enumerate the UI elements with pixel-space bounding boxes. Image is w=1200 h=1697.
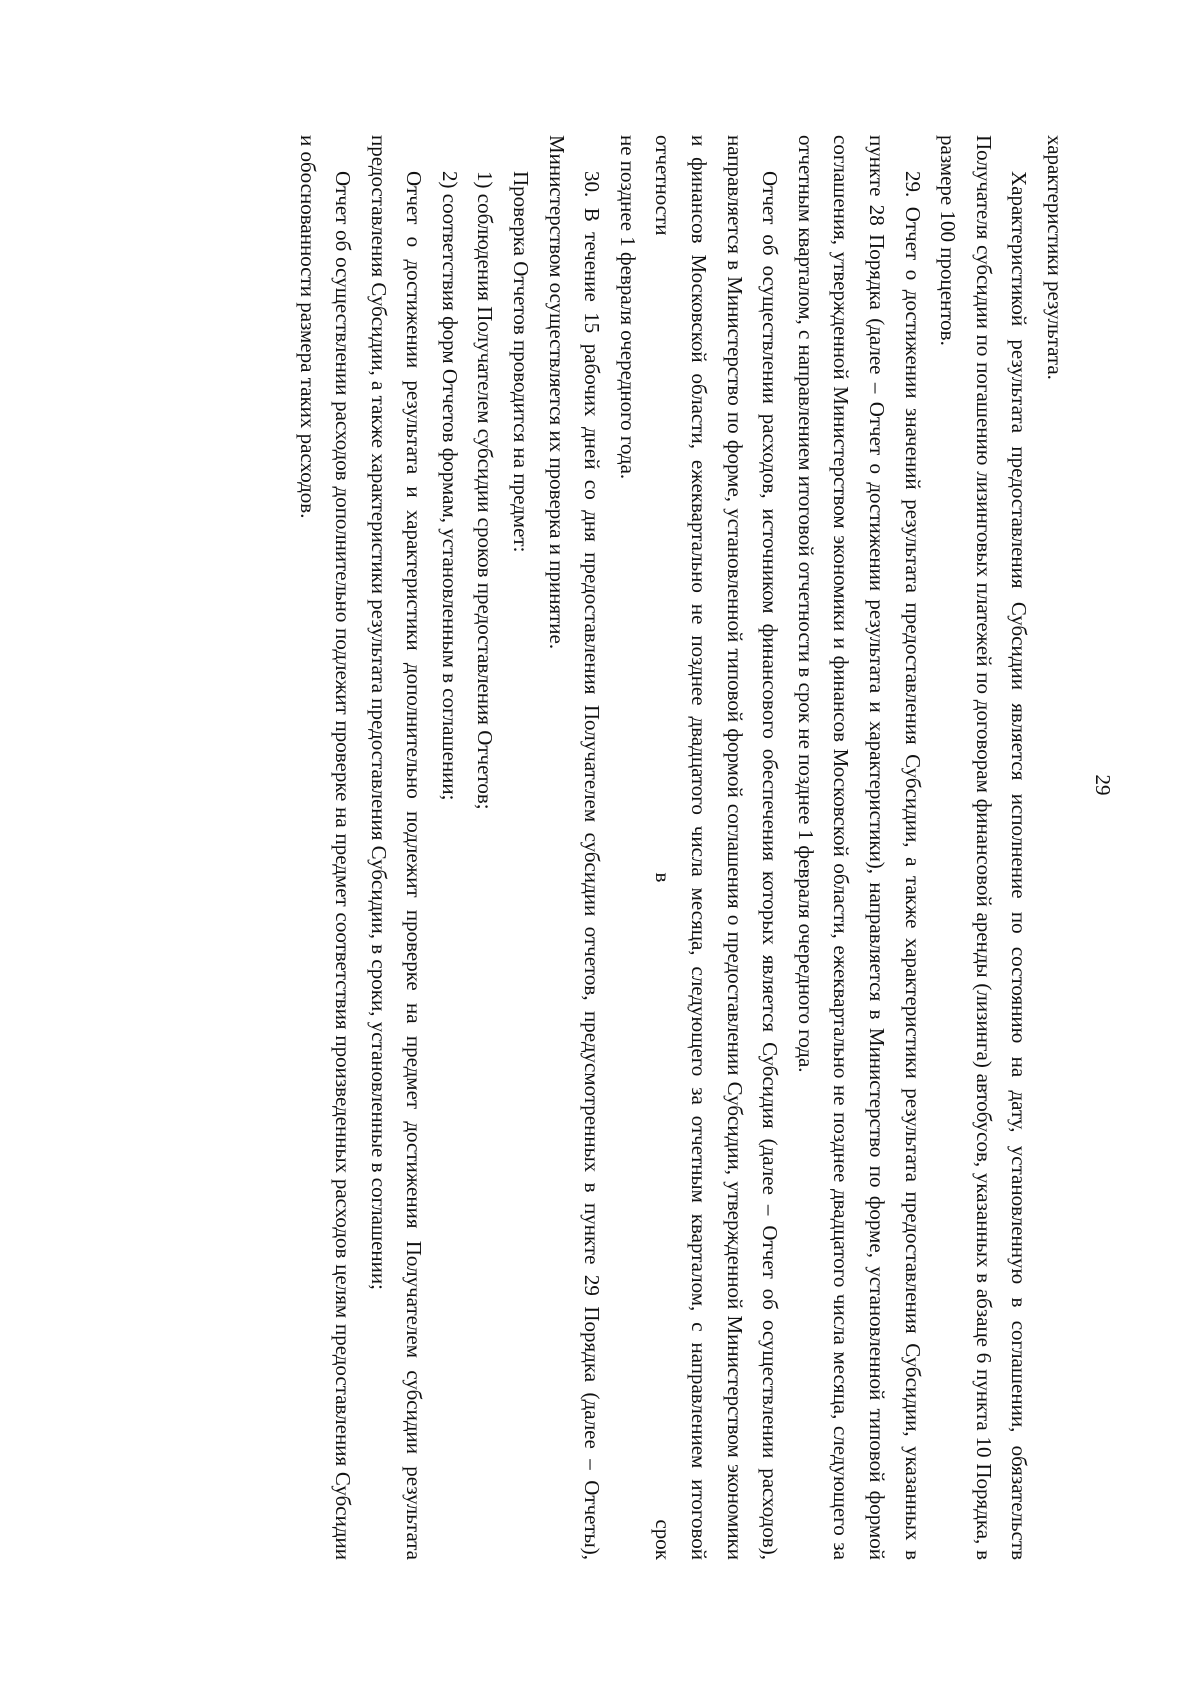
paragraph-result-characteristic: Характеристикой результата предоставления Субсидии является исполнение по состоянию на дату, установленную в соглашении, обязательств Получателя субсидии по погашению лизинговых платежей по договорам финансовой аренды (лизинга) автобусов, указанных в абзаце 6 пункта 10 Порядка, в размере 100 процентов. (936, 135, 1032, 1560)
rotated-content (160, 95, 1120, 1605)
paragraph-expense-report-check: Отчет об осуществлении расходов дополнительно подлежит проверке на предмет соответствия произведенных расходов целям предоставления Субсидии и обоснованности размера таких расходов. (295, 135, 356, 1560)
paragraph-check-subject: Проверка Отчетов проводится на предмет: (509, 171, 534, 553)
paragraph-clause-30: 30. В течение 15 рабочих дней со дня предоставления Получателем субсидии отчетов, предусмотренных в пункте 29 Порядка (далее – Отчеты), Министерством осуществляется их проверка и принятие. (544, 135, 605, 1560)
document-body (289, 95, 1072, 1560)
page-number: 29 (1091, 774, 1115, 796)
paragraph-result-characteristics-tail: характеристики результата. (1043, 135, 1067, 380)
paragraph-result-report-check: Отчет о достижении результата и характеристики дополнительно подлежит проверке на предмет достижения Получателем субсидии результата предоставления Субсидии, а также характеристики результата предоставления Субсидии, в сроки, установленные в соглашении; (366, 135, 427, 1560)
paragraph-expense-report-deadline: не позднее 1 февраля очередного года. (615, 135, 640, 480)
paragraph-expense-report: Отчет об осуществлении расходов, источником финансового обеспечения которых является Субсидия (далее – Отчет об осуществлении расходов), направляется в Министерство по форме, установленной типовой формой соглашения о предоставлении Субсидии, утвержденной Министерством экономики и финансов Московской области, ежеквартально не позднее двадцатого числа месяца, следующего за отчетным кварталом, с направлением итоговой отчетности в срок (651, 135, 783, 1560)
paragraph-clause-29: 29. Отчет о достижении значений результата предоставления Субсидии, а также характеристики результата предоставления Субсидии, указанных в пункте 28 Порядка (далее – Отчет о достижении результата и характеристики), направляется в Министерство по форме, установленной типовой формой соглашения, утвержденной Министерством экономики и финансов Московской области, ежеквартально не позднее двадцатого числа месяца, следующего за отчетным кварталом, с направлением итоговой отчетности в срок не позднее 1 февраля очередного года. (793, 135, 925, 1560)
list-item-1: 1) соблюдения Получателем субсидии сроков предоставления Отчетов; (473, 171, 498, 810)
list-item-2: 2) соответствия форм Отчетов формам, установленным в соглашении; (437, 171, 462, 801)
